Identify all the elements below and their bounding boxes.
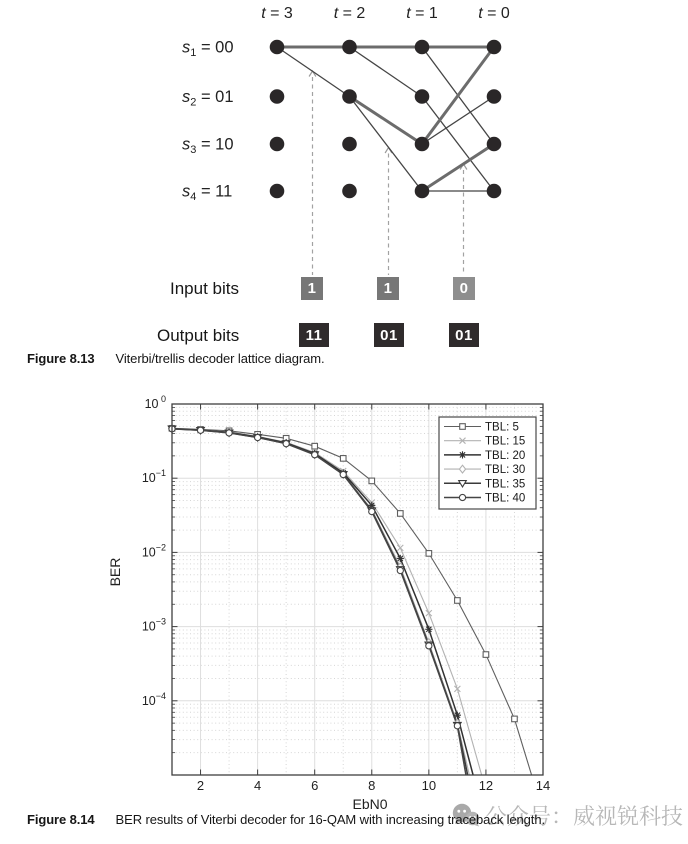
marker-square <box>340 456 346 462</box>
trellis-node <box>415 40 430 55</box>
time-label: t = 2 <box>333 5 366 22</box>
state-label: $s_3 = 10$ <box>182 135 234 156</box>
marker-square <box>426 551 432 557</box>
input-bits-label: Input bits <box>170 279 239 298</box>
input-bit-box-0: 1 <box>301 277 323 300</box>
trellis-edge <box>350 97 423 192</box>
trellis-node <box>270 184 285 199</box>
trellis-node <box>487 137 502 152</box>
trellis-node <box>342 89 357 104</box>
watermark-text: 公众号：威视锐科技 <box>485 804 684 829</box>
marker-circle <box>369 508 375 514</box>
x-tick-label: 2 <box>196 778 205 793</box>
trellis-node <box>415 137 430 152</box>
y-axis-label: BER <box>107 557 123 587</box>
marker-circle <box>226 430 232 436</box>
ber-chart <box>90 390 570 822</box>
marker-square <box>483 652 489 658</box>
x-tick-label: 14 <box>535 778 551 793</box>
trellis-node <box>415 89 430 104</box>
x-tick-label: 6 <box>311 778 319 793</box>
trellis-node <box>487 89 502 104</box>
trellis-node <box>342 40 357 55</box>
figure-813-caption <box>27 351 324 366</box>
y-tick-label: 10 $^0$ <box>144 394 166 411</box>
input-bit-box-2: 0 <box>453 277 475 300</box>
x-tick-label: 4 <box>253 778 262 793</box>
trellis-edge <box>350 47 423 97</box>
figure-814-caption-text: BER results of Viterbi decoder for 16-QAM with increasing traceback length. <box>115 812 545 827</box>
trellis-edge <box>350 97 423 145</box>
time-label: t = 3 <box>261 5 293 22</box>
legend-label: TBL: 20 <box>485 449 526 462</box>
time-label: t = 0 <box>478 5 510 22</box>
y-tick-label: $10^{-2}$ <box>141 542 166 560</box>
marker-circle <box>459 494 465 500</box>
marker-square <box>460 424 466 430</box>
marker-circle <box>197 427 203 433</box>
time-label: t = 1 <box>406 5 438 22</box>
trellis-edge <box>277 47 350 97</box>
figure-813-caption-text: Viterbi/trellis decoder lattice diagram. <box>115 351 325 366</box>
legend-label: TBL: 30 <box>485 464 526 477</box>
trellis-node <box>270 40 285 55</box>
trellis-node <box>342 184 357 199</box>
figure-814-caption-label: Figure 8.14 <box>27 812 95 827</box>
figure-813-caption-label: Figure 8.13 <box>27 351 95 366</box>
trellis-node <box>342 137 357 152</box>
trellis-edge <box>422 97 494 192</box>
trellis-node <box>415 184 430 199</box>
legend-label: TBL: 35 <box>485 478 526 491</box>
y-tick-label: $10^{-3}$ <box>141 616 166 634</box>
y-tick-label: $10^{-1}$ <box>141 468 166 486</box>
y-tick-label: $10^{-4}$ <box>141 690 166 708</box>
trellis-node <box>270 89 285 104</box>
marker-circle <box>340 471 346 477</box>
marker-square <box>455 598 461 604</box>
marker-circle <box>255 434 261 440</box>
marker-square <box>369 478 375 484</box>
marker-circle <box>454 723 460 729</box>
marker-circle <box>283 441 289 447</box>
trellis-edge <box>422 97 494 145</box>
trellis-node <box>487 40 502 55</box>
trellis-node <box>270 137 285 152</box>
output-bit-box-0: 11 <box>299 323 329 347</box>
legend-label: TBL: 15 <box>485 435 526 448</box>
figure-814-caption <box>27 812 545 827</box>
state-label: $s_4 = 11$ <box>182 182 233 203</box>
marker-square <box>512 716 518 722</box>
trellis-edge <box>422 144 494 191</box>
trellis-node <box>487 184 502 199</box>
x-tick-label: 12 <box>478 778 494 793</box>
output-bit-box-1: 01 <box>374 323 404 347</box>
marker-circle <box>397 567 403 573</box>
output-bits-label: Output bits <box>157 326 240 345</box>
input-bit-box-1: 1 <box>377 277 399 300</box>
marker-square <box>398 511 404 517</box>
marker-circle <box>312 452 318 458</box>
marker-circle <box>426 643 432 649</box>
x-tick-label: 10 <box>421 778 437 793</box>
marker-square <box>312 443 318 449</box>
legend-label: TBL: 5 <box>485 421 519 434</box>
trellis-diagram <box>0 0 688 276</box>
legend-label: TBL: 40 <box>485 492 526 505</box>
x-axis-label: EbN0 <box>352 796 388 812</box>
state-label: $s_1 = 00$ <box>182 38 234 59</box>
x-tick-label: 8 <box>368 778 376 793</box>
output-bit-box-2: 01 <box>449 323 479 347</box>
state-label: $s_2 = 01$ <box>182 88 234 109</box>
